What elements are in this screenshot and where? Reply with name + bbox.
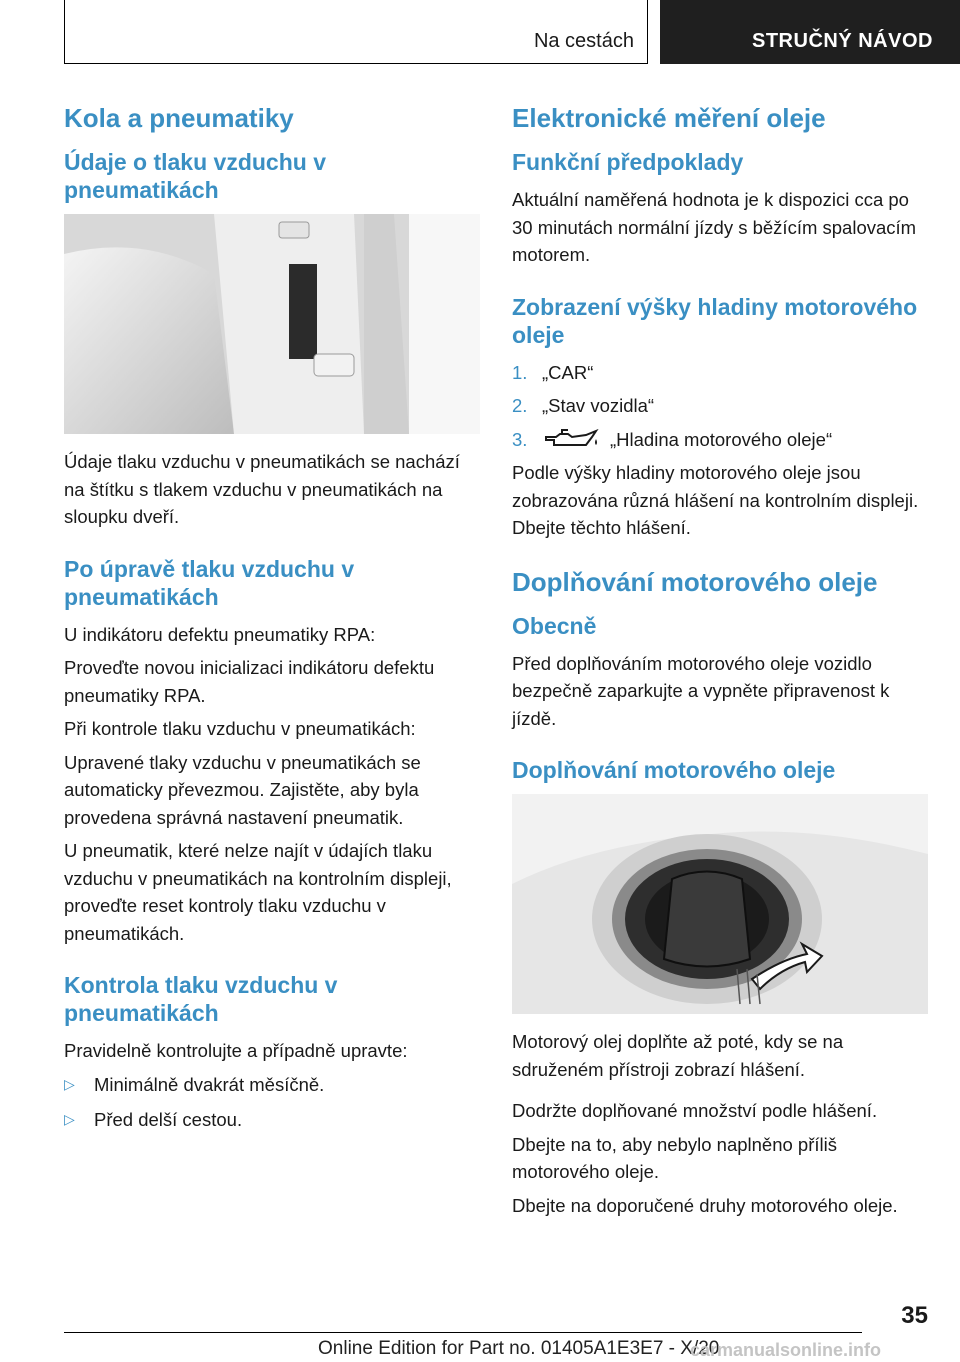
step-number: 3. — [512, 428, 528, 450]
left-title: Kola a pneumatiky — [64, 103, 294, 133]
triangle-bullet-icon: ▷ — [64, 1111, 75, 1127]
general-text: Před doplňováním motorového oleje vozidlo bezpečně zaparkujte a vypněte připravenost k jízdě. — [512, 652, 890, 729]
general-heading: Obecně — [512, 612, 597, 639]
step-text: „Stav vozidla“ — [542, 395, 655, 416]
after-adjust-p2: Proveďte novou inicializaci indikátoru defektu pneumatiky RPA. — [64, 657, 435, 706]
after-adjust-p3: Při kontrole tlaku vzduchu v pneumatikách: — [64, 718, 416, 739]
after-adjust-heading: Po úpravě tlaku vzduchu v pneumatikách — [64, 555, 355, 610]
door-pillar-image — [64, 214, 480, 434]
page-number: 35 — [901, 1302, 928, 1329]
preconditions-text: Aktuální naměřená hodnota je k dispozici cca po 30 minutách normální jízdy s běžícím spalovacím motorem. — [512, 189, 917, 265]
footer-edition — [318, 1338, 719, 1360]
triangle-bullet-icon: ▷ — [64, 1075, 75, 1092]
footer-rule — [64, 1332, 862, 1333]
tire-pressure-data-heading: Údaje o tlaku vzduchu v pneumatikách — [64, 149, 326, 203]
pressure-check-heading: Kontrola tlaku vzduchu v pneumatikách — [64, 972, 338, 1026]
refill-p1: Motorový olej doplňte až poté, kdy se na sdruženém přístroji zobrazí hlášení. — [512, 1031, 844, 1080]
after-adjust-p1: U indikátoru defektu pneumatiky RPA: — [64, 623, 376, 645]
refill-p3: Dbejte na to, aby nebylo naplněno příliš motorového oleje. — [512, 1133, 837, 1182]
step-text: „Hladina motorového oleje“ — [610, 428, 833, 450]
list-item — [64, 1071, 480, 1099]
refill-heading: Doplňování motorového oleje — [512, 757, 836, 783]
step-number: 2. — [512, 395, 528, 416]
bullet-text: Před delší cestou. — [94, 1109, 243, 1130]
chapter-tab: STRUČNÝ NÁVOD — [660, 0, 960, 64]
refill-p4: Dbejte na doporučené druhy motorového oleje. — [512, 1194, 898, 1216]
list-item — [512, 359, 928, 387]
bullet-text: Minimálně dvakrát měsíčně. — [94, 1073, 325, 1095]
after-adjust-p5: U pneumatik, které nelze najít v údajích tlaku vzduchu v pneumatikách na kontrolním displeji, proveďte reset kontroly tlaku vzduchu v pneumatikách. — [64, 840, 452, 944]
right-column — [512, 102, 928, 1225]
oil-level-display-text: Podle výšky hladiny motorového oleje jsou zobrazována různá hlášení na kontrolním displeji. Dbejte těchto hlášení. — [512, 462, 919, 538]
preconditions-heading: Funkční předpoklady — [512, 149, 744, 175]
list-item — [512, 426, 928, 454]
right-title: Elektronické měření oleje — [512, 103, 826, 133]
pressure-check-p1: Pravidelně kontrolujte a případně upravte: — [64, 1040, 408, 1061]
oil-level-display-heading: Zobrazení výšky hladiny motorového oleje — [512, 293, 918, 348]
list-item — [512, 392, 928, 420]
refill-title: Doplňování motorového oleje — [512, 566, 878, 597]
left-column — [64, 102, 480, 1142]
section-label: Na cestách — [533, 30, 634, 52]
step-text: „CAR“ — [542, 361, 594, 383]
edition-text: Online Edition for Part no. 01405A1E3E7 - X/20 — [318, 1338, 720, 1359]
watermark: carmanualsonline.info — [690, 1340, 882, 1360]
refill-p2: Dodržte doplňované množství podle hlášení. — [512, 1100, 878, 1121]
after-adjust-p4: Upravené tlaky vzduchu v pneumatikách se automaticky převezmou. Zajistěte, aby byla provedena správná nastavení pneumatik. — [64, 751, 421, 828]
oil-filler-cap-image — [512, 794, 928, 1014]
list-item — [64, 1106, 480, 1134]
tire-pressure-data-text: Údaje tlaku vzduchu v pneumatikách se nachází na štítku s tlakem vzduchu v pneumatikách na sloupku dveří. — [64, 451, 460, 527]
step-number: 1. — [512, 361, 528, 383]
oil-can-icon — [542, 427, 600, 451]
